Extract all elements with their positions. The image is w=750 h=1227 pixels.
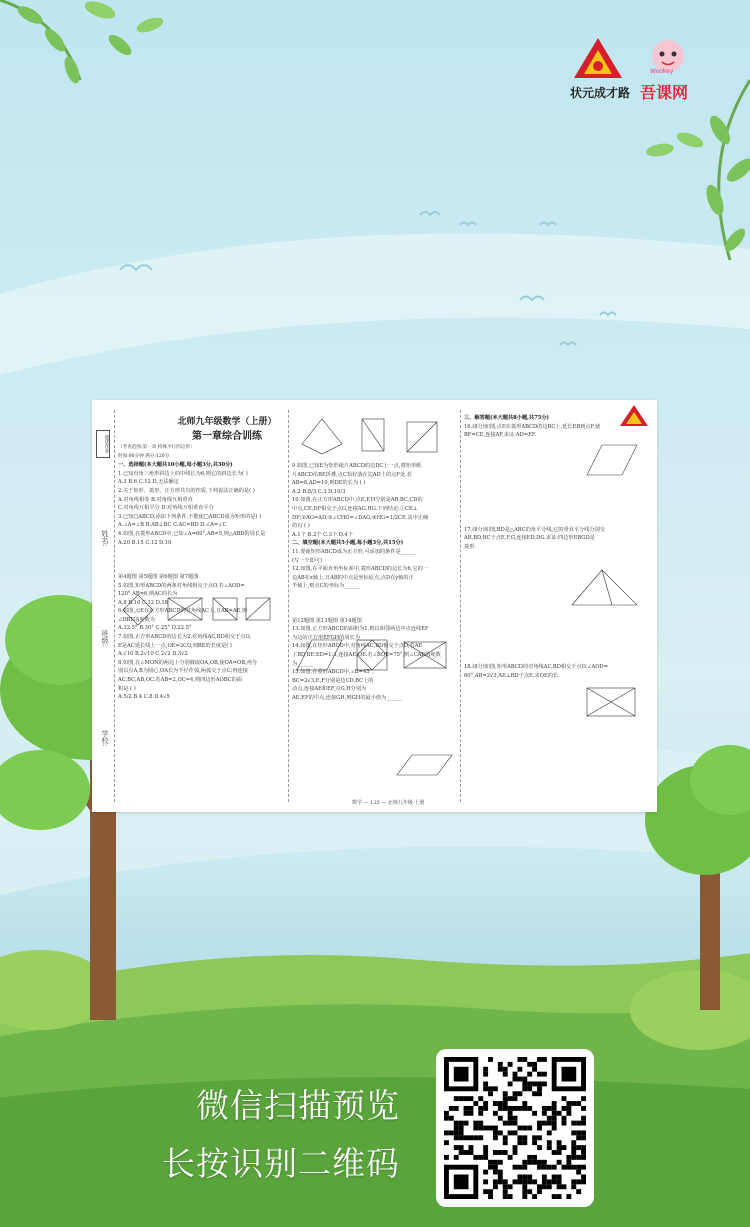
question-line: 12.如图,在平面直角坐标系中,菱形ABCD的边长为6,它的一 <box>292 566 429 573</box>
question-line <box>464 483 644 492</box>
question-line: 的有 ( ) <box>292 523 310 530</box>
question-line: 为边的正方形EFGH的周长为______ <box>292 634 376 641</box>
column-divider <box>288 410 289 802</box>
question-line: AE,EF的中点,连接GH,则GH的最小值为______ <box>292 695 402 702</box>
question-line: 120°,AB=6,则AC的长为 <box>118 591 178 598</box>
question-line: 上BD,BE:ED=1:3,连接AE,OE.若∠BOE=75°,则∠CAE的度数 <box>292 652 441 659</box>
question-line: 18.(8分)如图,矩形ABCD的对角线AC,BD相交于点O,∠AOD= <box>464 664 609 671</box>
figure-17 <box>562 565 642 610</box>
question-line: E是AC延长线上一点,OE=2CO,则BE的长度是( ) <box>118 642 232 649</box>
document-subtitle: 第一章综合训练 <box>192 431 262 442</box>
qr-code-card[interactable] <box>436 1049 594 1207</box>
caption-line-1: 微信扫描预览 <box>196 1086 400 1125</box>
figure-15 <box>392 750 458 780</box>
question-line: ∠DBE的度数为 <box>118 616 155 623</box>
question-line: 16.(8分)如图,点E在菱形ABCD的边BC上,延长EB到点F,使 <box>464 423 601 430</box>
figures-12-14 <box>292 630 462 676</box>
question-line <box>292 608 462 617</box>
question-line: 6.如图,点E在正方形ABCD的对角线AC上,且AB=AE,则 <box>118 608 248 615</box>
question-line: 边AB在x轴上,且AB的中点是坐标原点,点D在y轴的正 <box>292 574 414 581</box>
partner-name: 吾课网 <box>640 83 689 102</box>
question-line: 2.关于矩形、菱形、正方形共有的性质,下列说法正确的是( ) <box>118 487 255 494</box>
question-line: 积是 ( ) <box>118 685 136 692</box>
question-line: 5.如图,矩形ABCD的两条对角线相交于点O,若∠AOD= <box>118 582 245 589</box>
brand-logos <box>570 36 738 106</box>
name-label: 姓名: <box>101 530 109 547</box>
question-line <box>464 517 644 526</box>
question-line <box>118 547 288 556</box>
document-logo-icon <box>614 404 654 432</box>
figures-4-7 <box>118 590 288 630</box>
question-line: AB=8,AD=10,则DE的长为 ( ) <box>292 480 366 487</box>
question-line: A.对角线相等 B.对角线互相垂直 <box>118 496 193 503</box>
question-line: A.√10 B.2√10 C.2√2 D.3√2 <box>118 651 188 658</box>
question-line: DF;②AG=AD;③∠CHG=∠DAG;④HG=1/2CE.其中正确 <box>292 514 429 521</box>
question-line: 4.如图,在菱形ABCD中,已知∠A=60°,AB=5,则△ABD的周长是 <box>118 530 266 537</box>
figure-16 <box>582 440 642 480</box>
question-line <box>464 509 644 518</box>
question-line: A.1个 B.2个 C.3个 D.4个 <box>292 531 353 538</box>
side-box-label: 创优作业 <box>96 430 110 458</box>
caption-line-2: 长按识别二维码 <box>162 1144 400 1183</box>
partner-badge: Wookey <box>650 68 674 75</box>
question-line: 二、填空题(本大题共5小题,每小题3分,共15分) <box>292 540 404 547</box>
question-line: 一、选择题(本大题共10小题,每小题3分,共30分) <box>118 462 233 469</box>
question-line <box>118 564 288 573</box>
question-line: A.3 B.6 C.12 D.无法确定 <box>118 479 179 486</box>
question-line <box>464 629 644 638</box>
question-line <box>464 655 644 664</box>
question-line <box>292 591 462 600</box>
time-score: 时间:90分钟 满分:120分 <box>118 453 170 459</box>
question-line: 第4题图 第5题图 第6题图 第7题图 <box>118 573 199 580</box>
class-label: 班级: <box>101 630 109 647</box>
question-line: AC,BC,AB,OC.若AB=2,OC=4,则四边形AOBC的面 <box>118 677 242 684</box>
question-line: 15.如图,在菱形ABCD中,∠B=45°, <box>292 669 374 676</box>
question-line: 中点,CE,DF相交于点G,连接AG,HG.下列结论:①CE⊥ <box>292 505 418 512</box>
question-line <box>464 491 644 500</box>
question-line: A.20 B.15 C.12 D.10 <box>118 539 172 546</box>
binding-line <box>114 410 115 802</box>
question-line: BF=CE,连接AF,求证:AD=EF. <box>464 432 537 439</box>
figure-18 <box>582 683 642 723</box>
question-line: A.5/2 B.4 C.8 D.4√5 <box>118 694 170 701</box>
column-1 <box>118 444 288 702</box>
question-line: 半轴上,则点C的坐标为______ <box>292 583 360 590</box>
question-line: A.8 B.10 C.12 D.18 <box>118 599 168 606</box>
question-line <box>118 556 288 565</box>
question-line: 13.如图,正方形ABCD的面积为1,则以相邻两边中点连线EF <box>292 626 429 633</box>
question-line: C.对角线互相平分 D.对角线互相垂直平分 <box>118 505 214 512</box>
question-line: 为______ <box>292 660 313 667</box>
document-meta: （考查范围:第一章 特殊平行四边形） <box>118 445 195 450</box>
question-line: 1.已知直角三角形斜边上的中线长为6,则它的斜边长为( ) <box>118 470 248 477</box>
question-line: 60°,AB=2√3,AE⊥BD于点E,求OE的长. <box>464 672 560 679</box>
question-line <box>464 500 644 509</box>
question-line <box>464 646 644 655</box>
figures-8-10 <box>292 414 462 462</box>
question-line: 7.如图,正方形ABCD的边长为2,对角线AC,BD相交于点O, <box>118 634 252 641</box>
document-title: 北师九年级数学（上册） <box>177 417 277 427</box>
question-line: 别以点A,B为圆心,OA长为半径作弧,两弧交于点C;再连接 <box>118 668 248 675</box>
question-line: (写一个即可) <box>292 557 322 564</box>
qr-code-icon[interactable] <box>444 1057 586 1199</box>
question-line: 第12题图 第13题图 第14题图 <box>292 617 362 624</box>
page-footer: 数学 — 125 — 北师九年级·上册 <box>352 800 425 806</box>
question-line <box>464 620 644 629</box>
school-label: 学校: <box>101 730 109 747</box>
question-line: AB,BD,BC于点E,F,G,连接ED,DG.求证:四边形EBGD是 <box>464 535 595 542</box>
question-line <box>464 552 644 561</box>
question-line: 11.要使矩形ABCD成为正方形,可添加的条件是______ <box>292 548 417 555</box>
question-line <box>464 612 644 621</box>
question-line: 菱形. <box>464 543 477 550</box>
question-line: 3.已知□ABCD,添加下列条件,不能使□ABCD成为矩形的是( ) <box>118 513 262 520</box>
question-line: 片ABCD沿BE折叠,点C恰好落在边AD上的点F处.若 <box>292 471 412 478</box>
question-line: BC=2√3,E,F分别是边CD,BC上的 <box>292 677 374 684</box>
question-line: A.32.5° B.30° C.25° D.22.5° <box>118 625 192 632</box>
question-line: 10.如图,在正方形ABCD中,点E,F,H分别是AB,BC,CD的 <box>292 497 423 504</box>
vine-leaves-left <box>0 0 165 85</box>
question-line: 8.如图,在∠MON的两边上分别截取OA,OB,使OA=OB;再分 <box>118 659 258 666</box>
question-line: 17.(8分)如图,BD是△ABC的角平分线,它的垂直平分线分别交 <box>464 526 606 533</box>
vine-leaves-right <box>645 80 750 260</box>
exam-document-preview <box>92 400 657 812</box>
logo-text: 状元成才路 <box>570 86 631 100</box>
question-line: A.∠A=∠B B.AB⊥BC C.AC=BD D.∠A=∠C <box>118 522 227 529</box>
question-line <box>292 600 462 609</box>
question-line: 14.如图,在矩形ABCD中,对角线AC,BD相交于点O,若AE <box>292 643 423 650</box>
question-line: 动点,连接AE和EF,点G,H分别为 <box>292 686 367 693</box>
question-line: 三、解答题(本大题共8小题,共75分) <box>464 415 549 421</box>
question-line: 9.如图,已知E为矩形纸片ABCD的边DC上一点,将矩形纸 <box>292 463 422 469</box>
question-line <box>464 637 644 646</box>
question-line: A.2 B.8/3 C.3 D.10/3 <box>292 488 346 495</box>
